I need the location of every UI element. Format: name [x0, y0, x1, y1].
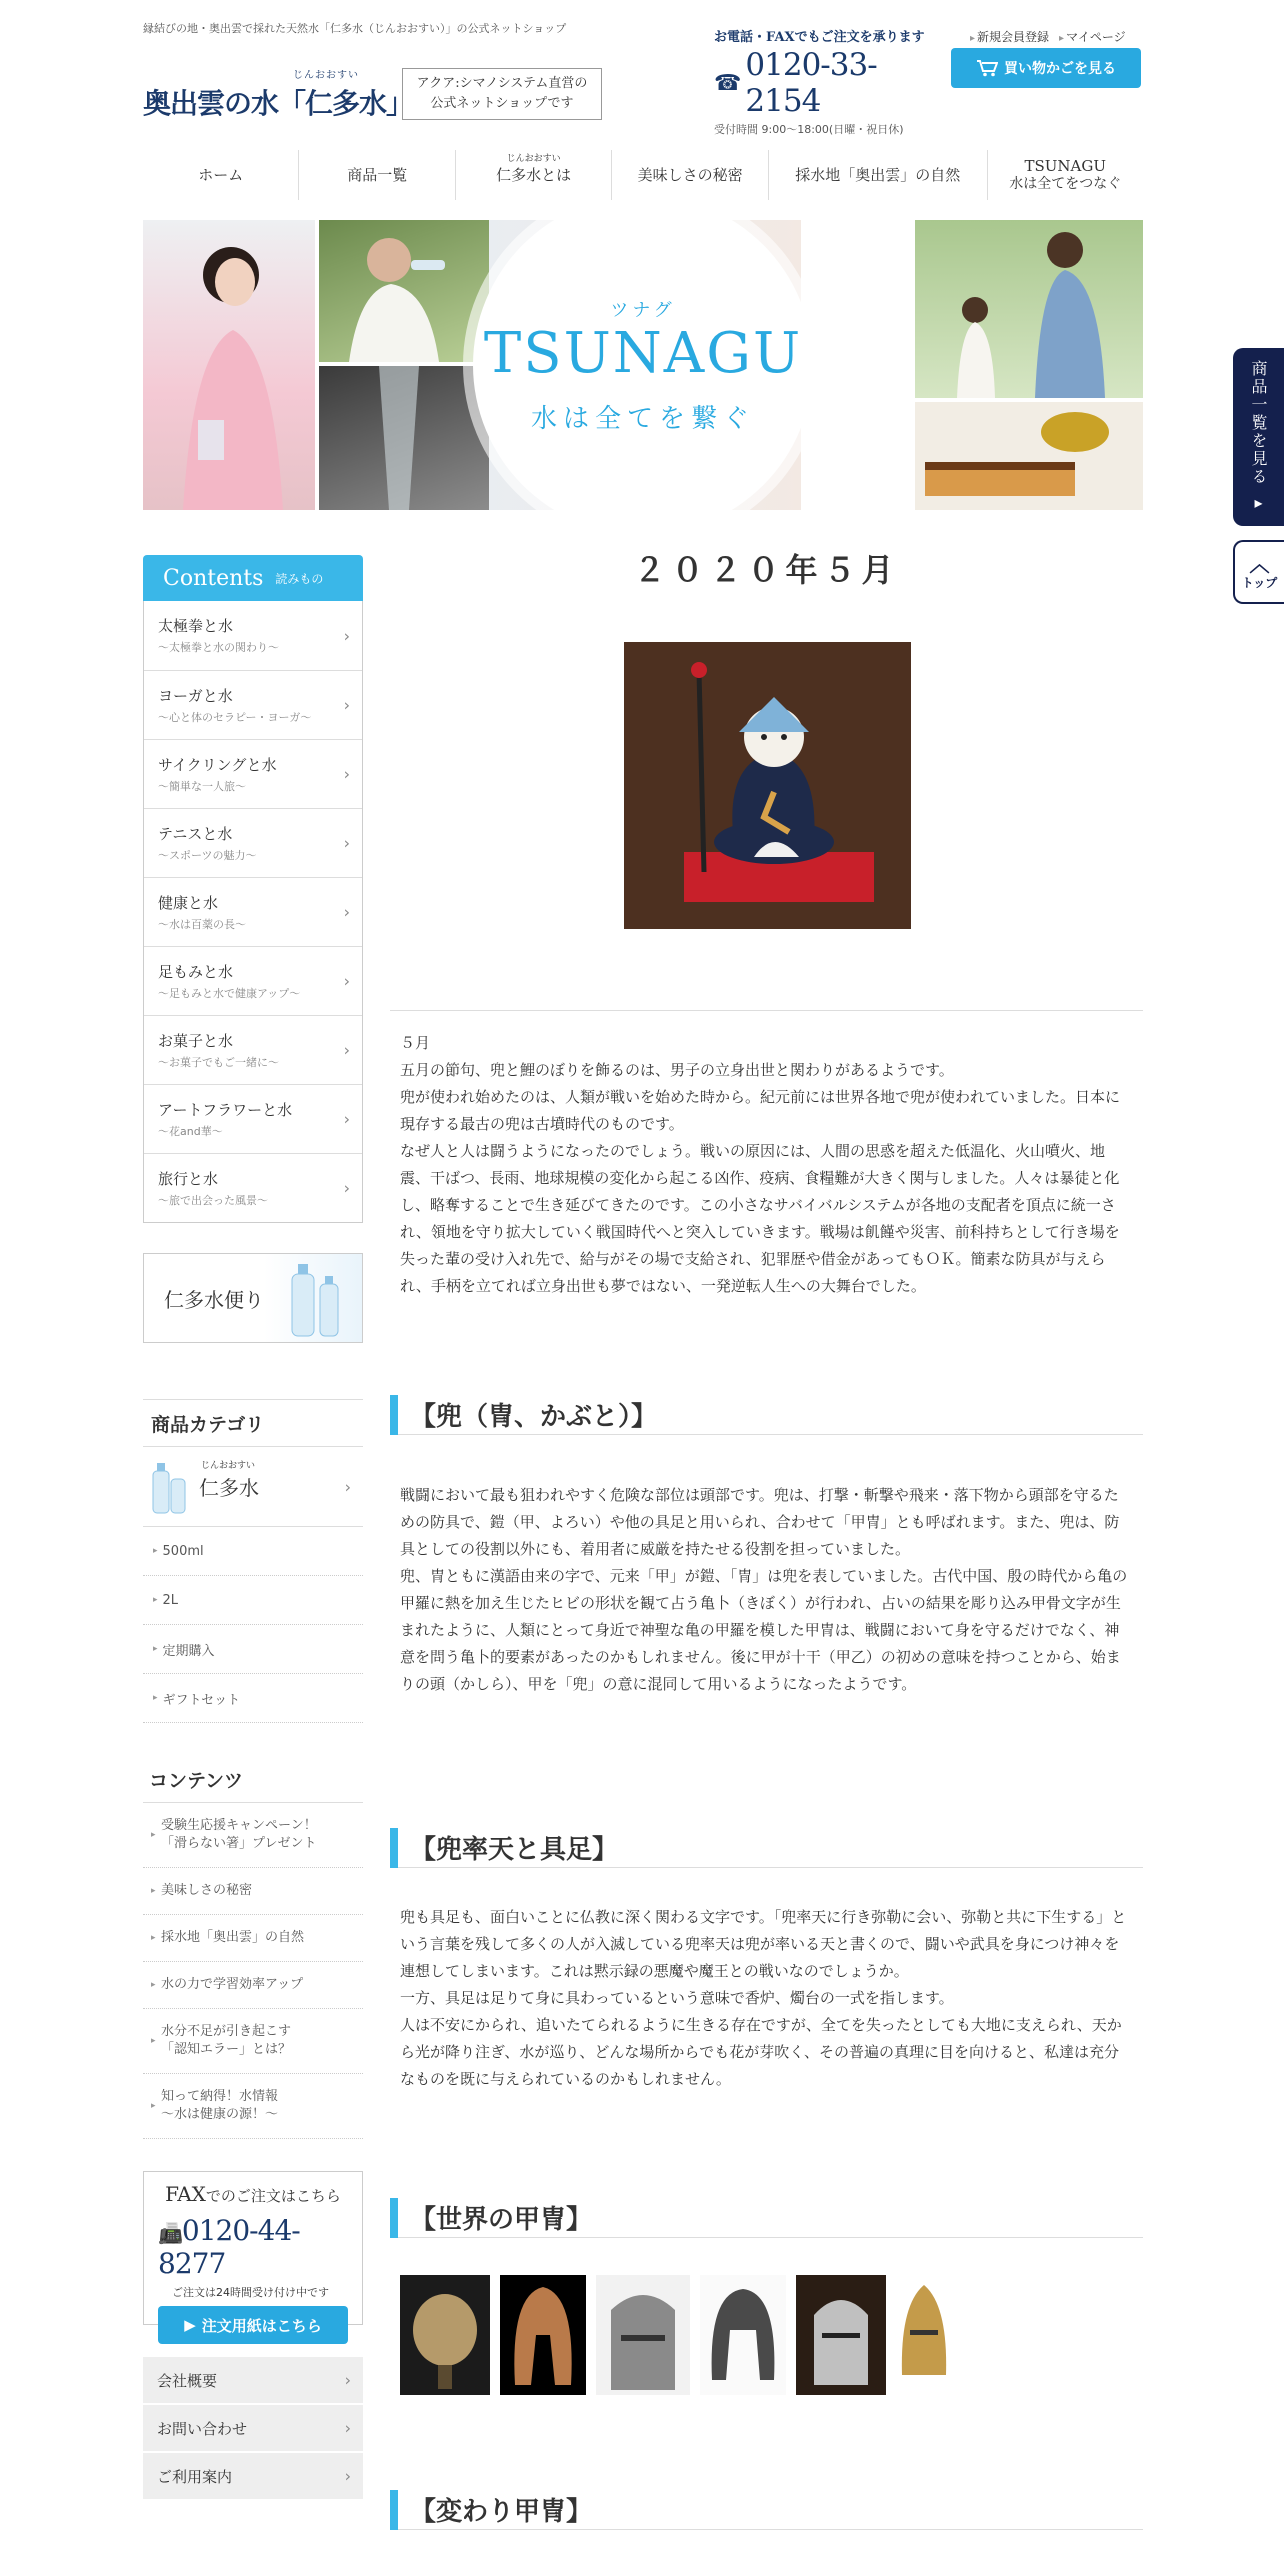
nav-jinta-ruby: じんおおすい: [506, 154, 561, 164]
chevron-right-icon: ›: [343, 626, 350, 645]
contents-item-sub: ～心と体のセラピー・ヨーガ～: [158, 711, 312, 724]
header-links: [970, 28, 1126, 45]
main-content: [390, 540, 1143, 2527]
chevron-right-icon: ›: [344, 2370, 351, 2390]
tel-block: [714, 26, 940, 137]
helmet-photo[interactable]: [500, 2275, 586, 2395]
hero-pour-photo: [319, 366, 489, 510]
contents-item[interactable]: [144, 1015, 362, 1084]
badge-line-1: アクア:シマノシステム直営の: [416, 76, 588, 91]
mypage-link[interactable]: ▸ マイページ: [1059, 28, 1126, 45]
hero-banner: [143, 220, 1143, 510]
category-gift-set[interactable]: ▸ ギフトセット: [143, 1674, 363, 1723]
helmet-photo[interactable]: [700, 2275, 786, 2395]
kabuto-doll-photo: [624, 642, 911, 929]
phone-icon: ☎: [714, 70, 742, 96]
hero-logo-circle: [473, 220, 813, 510]
category-500ml[interactable]: ▸ 500ml: [143, 1527, 363, 1576]
contents-item-title: テニスと水: [158, 825, 233, 843]
helmet-photo[interactable]: [796, 2275, 886, 2395]
chevron-right-icon: ›: [344, 1477, 351, 1496]
section-body-tosotsuten: 兜も具足も、面白いことに仏教に深く関わる文字です。「兜率天に行き弥勒に会い、弥勒と共に下生する」という言葉を残して多くの人が入滅している兜率天は兜が率いる天と書くので、闘いや武具を身につけ神々を連想してしまいます。これは黙示録の悪魔や魔王との戦いなのでしょうか。 一方、具足は足りて身に具わっているという意味で香炉、燭台の一式を指します。 人は不安にかられ、追いたてられるように生きる存在ですが、全てを失ったとしても大地に支えられ、天から光が降り注ぎ、水が巡り、どんな場所からでも花が芽吹く、その普遍の真理に目を向けると、私達は充分なものを既に与えられているのかもしれません。: [400, 1908, 1127, 2088]
fax-note: ご注文は24時間受け付け中です: [172, 2286, 329, 2299]
fax-number: 📠0120-44-8277: [158, 2214, 300, 2280]
content-link-cognitive[interactable]: ▸ 水分不足が引き起こす 「認知エラー」とは？: [143, 2009, 363, 2074]
chevron-right-icon: ›: [344, 2466, 351, 2486]
category-jinta-ruby: じんおおすい: [201, 1461, 256, 1471]
logo-text: 奥出雲の水「仁多水」: [143, 87, 414, 120]
nav-nature[interactable]: [768, 150, 987, 200]
hero-subtitle: 水は全てを繋ぐ: [530, 403, 755, 434]
contents-item-sub: ～足もみと水で健康アップ～: [158, 987, 301, 1000]
badge-line-2: 公式ネットショップです: [430, 96, 574, 111]
nav-tsunagu-sub: 水は全てをつなぐ: [1009, 176, 1122, 192]
fax-icon: 📠: [158, 2221, 182, 2245]
contents-item[interactable]: [144, 1153, 362, 1222]
fax-order-form-button[interactable]: ▶ 注文用紙はこちら: [158, 2306, 348, 2344]
hero-title: TSUNAGU: [483, 320, 803, 386]
chevron-right-icon: ›: [343, 764, 350, 784]
contents-item-sub: ～太極拳と水の関わり～: [158, 641, 279, 654]
nav-jinta-label: 仁多水とは: [496, 166, 572, 184]
section-body-kabuto: 戦闘において最も狙われやすく危険な部位は頭部です。兜は、打撃・斬撃や飛来・落下物から頭部を守るための防具で、鎧（甲、よろい）や他の具足と用いられ、合わせて「甲冑」とも呼ばれます。また、兜は、防具としての役割以外にも、着用者に威厳を持たせる役割を担っていました。 兜、冑ともに漢語由来の字で、元来「甲」が鎧、「冑」は兜を表していました。古代中国、殷の時代から亀の甲羅に熱を加え生じたヒビの形状を観て占う亀卜（きぼく）が行われ、占いの結果を彫り込み甲骨文字が生まれたように、人類にとって身近で神聖な亀の甲羅を模した甲冑は、戦闘において身を守るだけでなく、神意を問う亀卜的要素があったのかもしれません。後に甲が十干（甲乙）の初めの意味を持つことから、始まりの頭（かしら）、甲を「兜」の意に混同して用いるようになったようです。: [400, 1486, 1128, 1693]
chevron-right-icon: ›: [343, 1040, 350, 1060]
category-2l[interactable]: ▸ 2L: [143, 1576, 363, 1625]
contents-item[interactable]: [144, 877, 362, 946]
contents-item-title: 旅行と水: [158, 1170, 219, 1188]
contents-item[interactable]: [144, 808, 362, 877]
fax-title: FAXでのご注文はこちら: [165, 2182, 341, 2206]
cart-label: 買い物かごを見る: [1004, 61, 1116, 77]
site-header: [0, 0, 1284, 135]
contents-title: Contents: [163, 565, 264, 591]
nav-tsunagu[interactable]: [987, 150, 1143, 200]
contents-subtitle: 読みもの: [275, 571, 324, 586]
chevron-right-icon: ›: [344, 2418, 351, 2438]
helmet-photo[interactable]: [896, 2275, 952, 2395]
contact-link[interactable]: お問い合わせ ›: [143, 2405, 363, 2453]
cart-icon: [976, 59, 998, 77]
content-link-water-info[interactable]: ▸ 知って納得！水情報 ～水は健康の源！～: [143, 2074, 363, 2139]
sidebar: [143, 555, 363, 2501]
tel-hours: 受付時間 9:00～18:00(日曜・祝日休): [714, 123, 904, 136]
section-title-world-armor: 【世界の甲冑】: [390, 2198, 1143, 2238]
section-title-unusual-armor: 【変わり甲冑】: [390, 2490, 1143, 2530]
tel-note: お電話・FAXでもご注文を承ります: [714, 30, 925, 45]
contents-heading: [143, 555, 363, 601]
nav-products[interactable]: [298, 150, 454, 200]
contents-item[interactable]: [144, 946, 362, 1015]
fax-order-box: [143, 2171, 363, 2335]
nav-secret-label: 美味しさの秘密: [637, 166, 743, 184]
section-title-tosotsuten: 【兜率天と具足】: [390, 1828, 1143, 1868]
contents-item-sub: ～スポーツの魅力～: [158, 849, 257, 862]
contents-item-title: 健康と水: [158, 894, 219, 912]
content-link-campaign[interactable]: ▸ 受験生応援キャンペーン！ 「滑らない箸」プレゼント: [143, 1803, 363, 1868]
content-link-nature[interactable]: ▸ 採水地「奥出雲」の自然: [143, 1915, 363, 1962]
section-title-kabuto: 【兜（冑、かぶと）】: [390, 1395, 1143, 1435]
logo-ruby: じんおおすい: [293, 70, 359, 81]
section-divider: [390, 1010, 1143, 1011]
company-link[interactable]: 会社概要 ›: [143, 2357, 363, 2405]
guide-link[interactable]: ご利用案内 ›: [143, 2453, 363, 2501]
register-link[interactable]: ▸ 新規会員登録: [970, 28, 1049, 45]
official-shop-badge: [402, 68, 602, 120]
intro-paragraph: ５月 五月の節句、兜と鯉のぼりを飾るのは、男子の立身出世と関わりがあるようです。 兜が使われ始めたのは、人類が戦いを始めた時から。紀元前には世界各地で兜が使われていました。日本に現存する最古の兜は古墳時代のものです。 なぜ人と人は闘うようになったのでしょう。戦いの原因には、人間の思惑を超えた低温化、火山噴火、地震、干ばつ、長雨、地球規模の変化から起こる凶作、疫病、食糧難が大きく関与しました。人々は暴徒と化し、略奪することで生き延びてきたのです。この小さなサバイバルシステムが各地の支配者を頂点に統一され、領地を守り拡大していく戦国時代へと突入していきます。戦場は飢饉や災害、前科持ちとして行き場を失った輩の受け入れ先で、給与がその場で支給され、犯罪歴や借金があってもＯＫ。簡素な防具が与えられ、手柄を立てれば立身出世も夢ではない、一発逆転人生への大舞台でした。: [400, 1034, 1121, 1295]
hero-elder-photo: [319, 220, 489, 362]
nav-jinta[interactable]: [455, 150, 611, 200]
contents-item[interactable]: [144, 1084, 362, 1153]
category-heading: 商品カテゴリ: [143, 1399, 363, 1447]
category-jinta[interactable]: [143, 1447, 363, 1527]
contents-item-sub: ～お菓子でもご一緒に～: [158, 1056, 279, 1069]
back-to-top-button[interactable]: [1233, 540, 1284, 604]
world-helmet-gallery: [400, 2275, 952, 2395]
play-icon: ▶: [184, 2316, 196, 2334]
hero-sweets-photo: [915, 402, 1143, 510]
nav-products-label: 商品一覧: [347, 166, 408, 184]
bottle-icon: [149, 1459, 189, 1515]
nav-home[interactable]: [143, 150, 298, 200]
helmet-photo[interactable]: [596, 2275, 690, 2395]
contents-item-sub: ～簡単な一人旅～: [158, 780, 246, 793]
contents-item-title: ヨーガと水: [158, 687, 233, 705]
chevron-right-icon: ›: [343, 1109, 350, 1129]
contents-item-sub: ～旅で出会った風景～: [158, 1194, 268, 1207]
nav-secret[interactable]: [611, 150, 767, 200]
contents-item-title: 太極拳と水: [158, 617, 234, 635]
hero-garden-photo: [915, 220, 1143, 398]
contents-item-title: 足もみと水: [158, 963, 234, 981]
chevron-right-icon: ›: [343, 902, 350, 922]
nav-tsunagu-label: TSUNAGU: [1024, 157, 1107, 175]
chevron-right-icon: ›: [343, 695, 350, 715]
sidebar-footer-links: [143, 2357, 363, 2501]
category-jinta-label: じんおおすい 仁多水: [199, 1472, 259, 1501]
helmet-photo[interactable]: [400, 2275, 490, 2395]
top-label: トップ: [1241, 575, 1278, 590]
nav-nature-label: 採水地「奥出雲」の自然: [795, 166, 961, 184]
chevron-right-icon: ›: [343, 971, 350, 991]
contents-item-title: サイクリングと水: [158, 756, 277, 774]
water-bottles-icon: [284, 1260, 354, 1338]
contents-item-sub: ～水は百薬の長～: [158, 918, 246, 931]
tel-number[interactable]: 0120-33-2154: [745, 47, 877, 119]
category-subscription[interactable]: ▸ 定期購入: [143, 1625, 363, 1674]
global-nav: [143, 150, 1143, 200]
chevron-right-icon: ›: [343, 833, 350, 853]
content-link-learning[interactable]: ▸ 水の力で学習効率アップ: [143, 1962, 363, 2009]
site-logo[interactable]: [143, 66, 414, 126]
contents-item[interactable]: [144, 670, 362, 739]
contents-list: [143, 601, 363, 1223]
jinta-dayori-banner[interactable]: [143, 1253, 363, 1343]
chevron-right-icon: ›: [343, 1178, 350, 1198]
nav-home-label: ホーム: [198, 166, 244, 184]
contents-item-title: アートフラワーと水: [158, 1101, 293, 1119]
content-link-secret[interactable]: ▸ 美味しさの秘密: [143, 1868, 363, 1915]
contents-item[interactable]: [144, 601, 362, 670]
cart-button[interactable]: [951, 48, 1141, 88]
page-title: ２０２０年５月: [633, 551, 900, 589]
contents-item-sub: ～花and華～: [158, 1125, 223, 1138]
contents-item[interactable]: [144, 739, 362, 808]
hero-ruby: ツナグ: [610, 299, 676, 321]
products-float-tab[interactable]: 商品一覧を見る ▸: [1233, 348, 1284, 526]
contents-item-title: お菓子と水: [158, 1032, 234, 1050]
site-tagline: 縁結びの地・奥出雲で採れた天然水「仁多水（じんおおすい）」の公式ネットショップ: [143, 22, 567, 35]
dayori-label: 仁多水便り: [164, 1287, 264, 1312]
contents-links-heading: コンテンツ: [143, 1757, 363, 1803]
hero-woman-photo: [143, 220, 315, 510]
chevron-up-icon: ︿: [1249, 551, 1270, 576]
